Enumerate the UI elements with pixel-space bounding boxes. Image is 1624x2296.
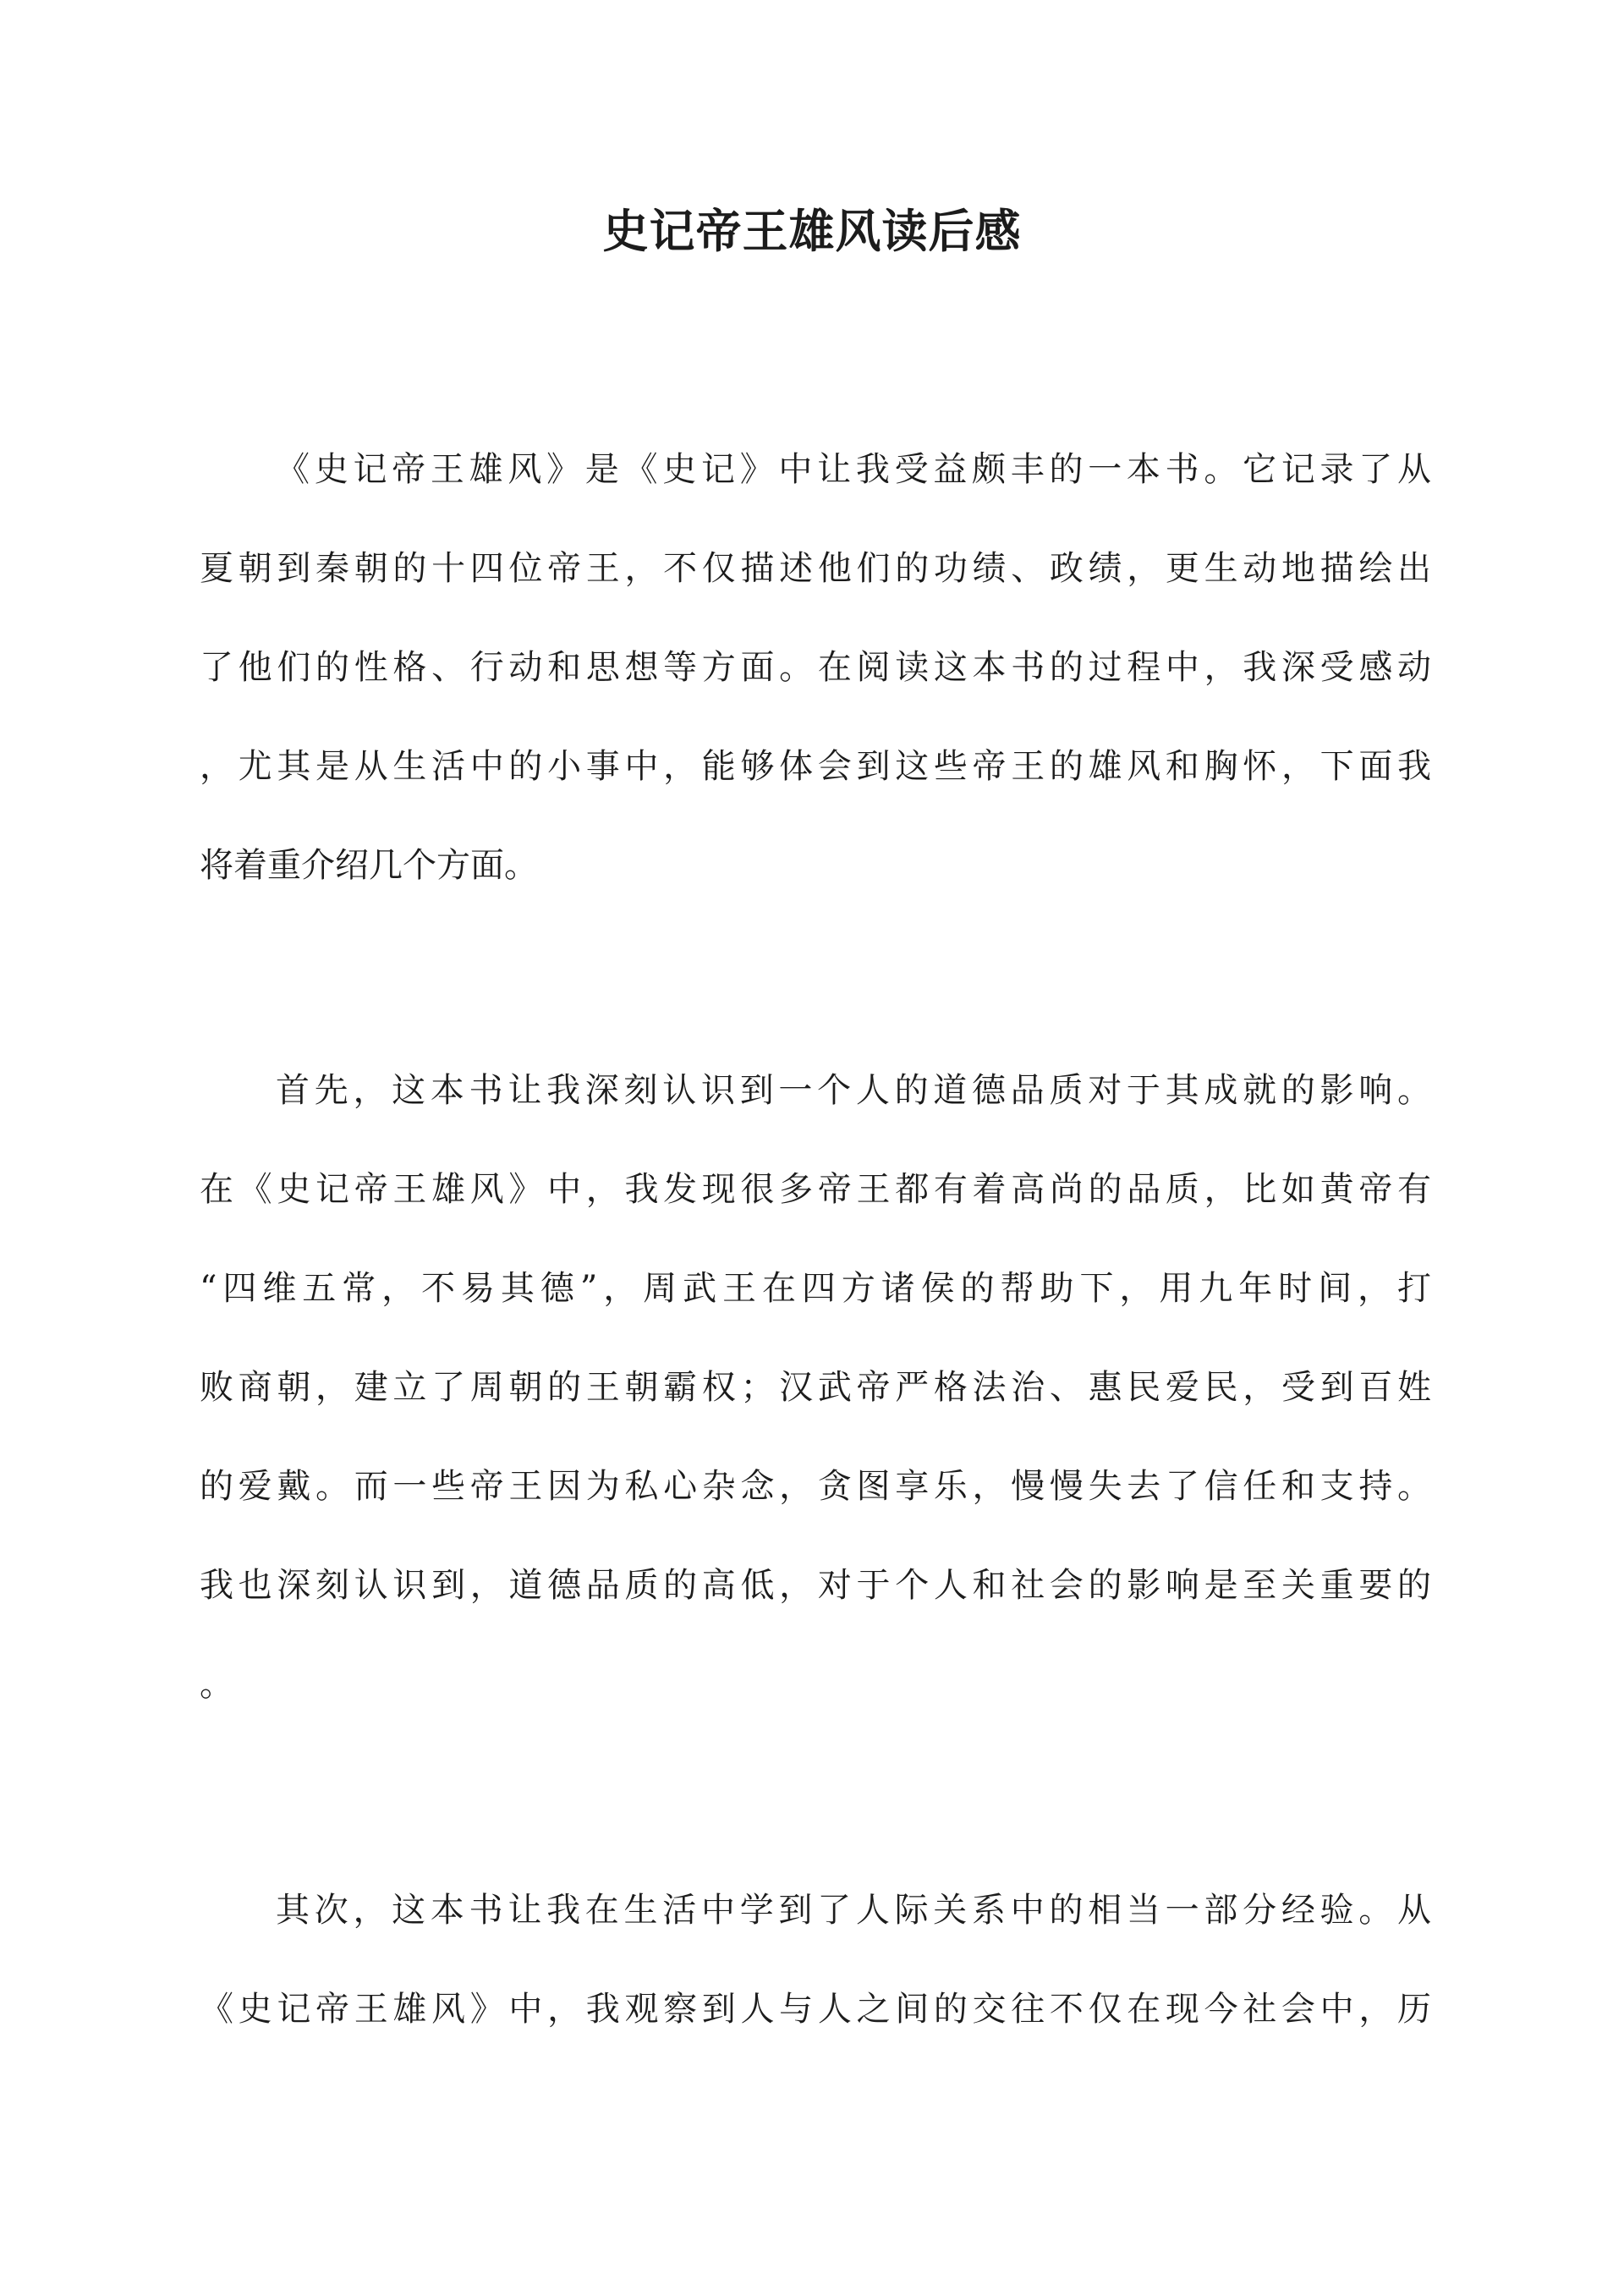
paragraph-line: 败商朝，建立了周朝的王朝霸权；汉武帝严格法治、惠民爱民，受到百姓: [200, 1368, 1431, 1407]
paragraph-line: 《史记帝王雄风》是《史记》中让我受益颇丰的一本书。它记录了从: [276, 450, 1431, 489]
paragraph-line: “四维五常，不易其德”，周武王在四方诸侯的帮助下，用九年时间，打: [200, 1269, 1431, 1308]
paragraph-line: 将着重介绍几个方面。: [200, 846, 538, 885]
paragraph-line: 首先，这本书让我深刻认识到一个人的道德品质对于其成就的影响。: [276, 1071, 1431, 1110]
paragraph-line: 。: [200, 1665, 233, 1704]
document-title: 史记帝王雄风读后感: [602, 204, 1022, 258]
paragraph-line: 在《史记帝王雄风》中，我发现很多帝王都有着高尚的品质，比如黄帝有: [200, 1170, 1431, 1209]
paragraph-line: 我也深刻认识到，道德品质的高低，对于个人和社会的影响是至关重要的: [200, 1566, 1431, 1605]
paragraph-1: [200, 420, 1431, 915]
paragraph-line: 《史记帝王雄风》中，我观察到人与人之间的交往不仅在现今社会中，历: [200, 1990, 1431, 2029]
paragraph-line: 其次，这本书让我在生活中学到了人际关系中的相当一部分经验。从: [276, 1891, 1431, 1930]
paragraph-2: [200, 1041, 1431, 1734]
paragraph-line: 了他们的性格、行动和思想等方面。在阅读这本书的过程中，我深受感动: [200, 648, 1431, 687]
paragraph-line: ，尤其是从生活中的小事中，能够体会到这些帝王的雄风和胸怀，下面我: [200, 747, 1431, 786]
paragraph-line: 的爱戴。而一些帝王因为私心杂念，贪图享乐，慢慢失去了信任和支持。: [200, 1467, 1431, 1506]
paragraph-3: [200, 1861, 1431, 2059]
paragraph-line: 夏朝到秦朝的十四位帝王，不仅描述他们的功绩、政绩，更生动地描绘出: [200, 549, 1431, 588]
